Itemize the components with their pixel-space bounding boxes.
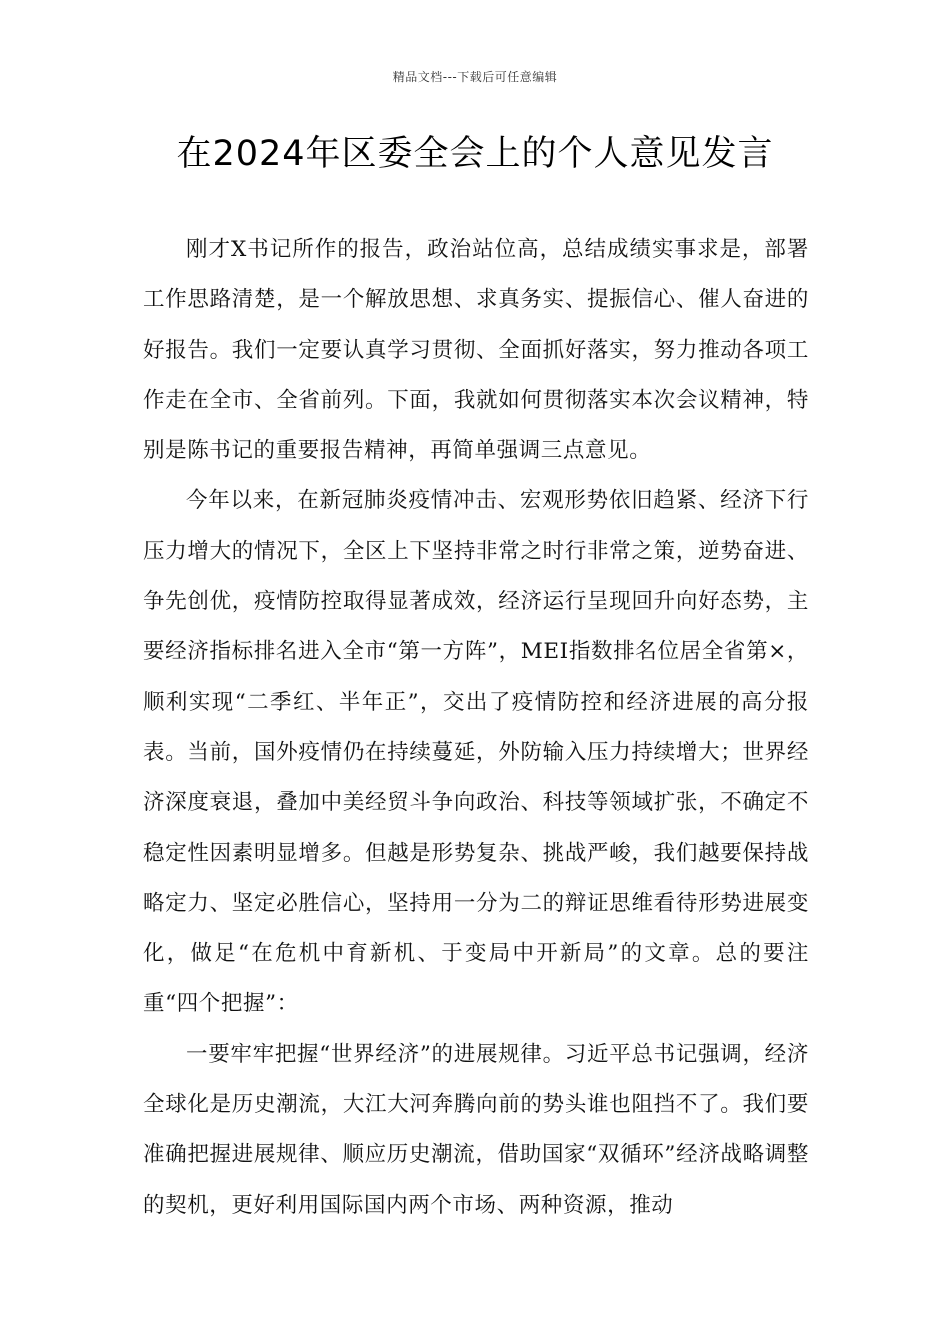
paragraph-1: 刚才X书记所作的报告，政治站位高，总结成绩实事求是，部署工作思路清楚，是一个解放思想、求真务实、提振信心、催人奋进的好报告。我们一定要认真学习贯彻、全面抓好落实，努力推动各项工作走在全市、全省前列。下面，我就如何贯彻落实本次会议精神，特别是陈书记的重要报告精神，再简单强调三点意见。 bbox=[143, 237, 809, 464]
paragraph-3: 一要牢牢把握“世界经济”的进展规律。习近平总书记强调，经济全球化是历史潮流，大江大河奔腾向前的势头谁也阻挡不了。我们要准确把握进展规律、顺应历史潮流，借助国家“双循环”经济战略调整的契机，更好利用国际国内两个市场、两种资源，推动 bbox=[143, 1041, 809, 1218]
document-body bbox=[143, 225, 809, 1231]
paragraph-2: 今年以来，在新冠肺炎疫情冲击、宏观形势依旧趋紧、经济下行压力增大的情况下，全区上下坚持非常之时行非常之策，逆势奋进、争先创优，疫情防控取得显著成效，经济运行呈现回升向好态势，主要经济指标排名进入全市“第一方阵”，MEI指数排名位居全省第×，顺利实现“二季红、半年正”，交出了疫情防控和经济进展的高分报表。当前，国外疫情仍在持续蔓延，外防输入压力持续增大；世界经济深度衰退，叠加中美经贸斗争向政治、科技等领域扩张，不确定不稳定性因素明显增多。但越是形势复杂、挑战严峻，我们越要保持战略定力、坚定必胜信心，坚持用一分为二的辩证思维看待形势进展变化，做足“在危机中育新机、于变局中开新局”的文章。总的要注重“四个把握”： bbox=[143, 488, 809, 1017]
document-title: 在2024年区委全会上的个人意见发言 bbox=[176, 134, 774, 174]
header-note: 精品文档---下载后可任意编辑 bbox=[392, 70, 558, 84]
